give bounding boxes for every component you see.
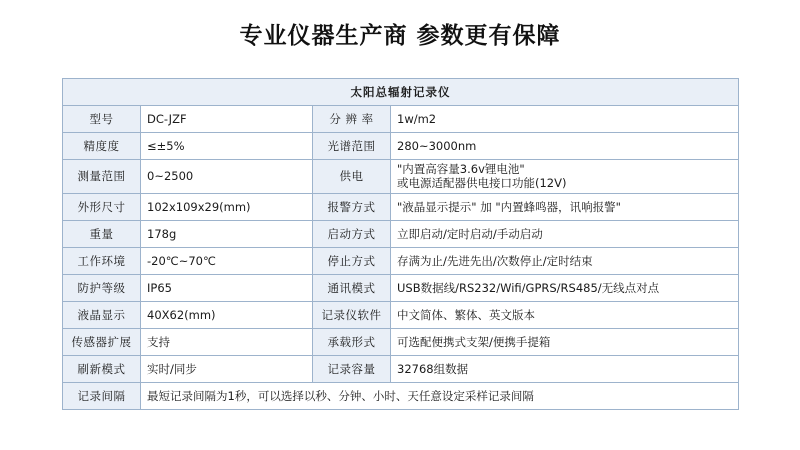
row-value-record-interval: 最短记录间隔为1秒，可以选择以秒、分钟、小时、天任意设定采样记录间隔: [141, 382, 739, 409]
row-value-power: [391, 160, 739, 194]
row-label-carrier-form: 承载形式: [313, 328, 391, 355]
row-label-environment: 工作环境: [63, 247, 141, 274]
row-value-resolution: 1w/m2: [391, 106, 739, 133]
row-value-software: 中文简体、繁体、英文版本: [391, 301, 739, 328]
row-value-model: DC-JZF: [141, 106, 313, 133]
table-row: [63, 355, 739, 382]
row-value-weight: 178g: [141, 220, 313, 247]
spec-table: [62, 78, 739, 410]
row-label-accuracy: 精度度: [63, 133, 141, 160]
row-value-capacity: 32768组数据: [391, 355, 739, 382]
row-label-software: 记录仪软件: [313, 301, 391, 328]
row-label-start-mode: 启动方式: [313, 220, 391, 247]
row-label-capacity: 记录容量: [313, 355, 391, 382]
row-label-ip-rating: 防护等级: [63, 274, 141, 301]
row-label-comm-mode: 通讯模式: [313, 274, 391, 301]
row-label-measure-range: 测量范围: [63, 160, 141, 194]
table-row: [63, 160, 739, 194]
row-value-carrier-form: 可选配便携式支架/便携手提箱: [391, 328, 739, 355]
row-value-ip-rating: IP65: [141, 274, 313, 301]
row-value-alarm-mode: "液晶显示提示" 加 "内置蜂鸣器，讯响报警": [391, 193, 739, 220]
row-label-sensor-expansion: 传感器扩展: [63, 328, 141, 355]
row-value-accuracy: ≤±5%: [141, 133, 313, 160]
row-value-measure-range: 0~2500: [141, 160, 313, 194]
row-value-spectral-range: 280~3000nm: [391, 133, 739, 160]
row-label-record-interval: 记录间隔: [63, 382, 141, 409]
table-row: [63, 247, 739, 274]
table-row: [63, 301, 739, 328]
spec-table-container: [62, 78, 738, 410]
row-label-power: 供电: [313, 160, 391, 194]
row-value-power-line1: "内置高容量3.6v锂电池": [397, 162, 525, 176]
row-value-lcd: 40X62(mm): [141, 301, 313, 328]
table-row: [63, 328, 739, 355]
row-label-model: 型号: [63, 106, 141, 133]
table-row: [63, 274, 739, 301]
row-label-spectral-range: 光谱范围: [313, 133, 391, 160]
row-label-stop-mode: 停止方式: [313, 247, 391, 274]
table-row: [63, 193, 739, 220]
row-value-power-line2: 或电源适配器供电接口功能(12V): [397, 176, 567, 191]
row-label-refresh-mode: 刷新模式: [63, 355, 141, 382]
page-title: 专业仪器生产商 参数更有保障: [239, 23, 561, 49]
row-value-stop-mode: 存满为止/先进先出/次数停止/定时结束: [391, 247, 739, 274]
row-label-dimensions: 外形尺寸: [63, 193, 141, 220]
row-label-resolution: 分 辨 率: [313, 106, 391, 133]
row-label-alarm-mode: 报警方式: [313, 193, 391, 220]
row-value-dimensions: 102x109x29(mm): [141, 193, 313, 220]
table-row: [63, 106, 739, 133]
table-row: [63, 133, 739, 160]
row-value-start-mode: 立即启动/定时启动/手动启动: [391, 220, 739, 247]
row-value-refresh-mode: 实时/同步: [141, 355, 313, 382]
table-title: 太阳总辐射记录仪: [63, 79, 739, 106]
row-label-lcd: 液晶显示: [63, 301, 141, 328]
table-row: [63, 382, 739, 409]
table-title-row: [63, 79, 739, 106]
row-value-comm-mode: USB数据线/RS232/Wifi/GPRS/RS485/无线点对点: [391, 274, 739, 301]
row-value-sensor-expansion: 支持: [141, 328, 313, 355]
row-label-weight: 重量: [63, 220, 141, 247]
table-row: [63, 220, 739, 247]
row-value-environment: -20℃~70℃: [141, 247, 313, 274]
